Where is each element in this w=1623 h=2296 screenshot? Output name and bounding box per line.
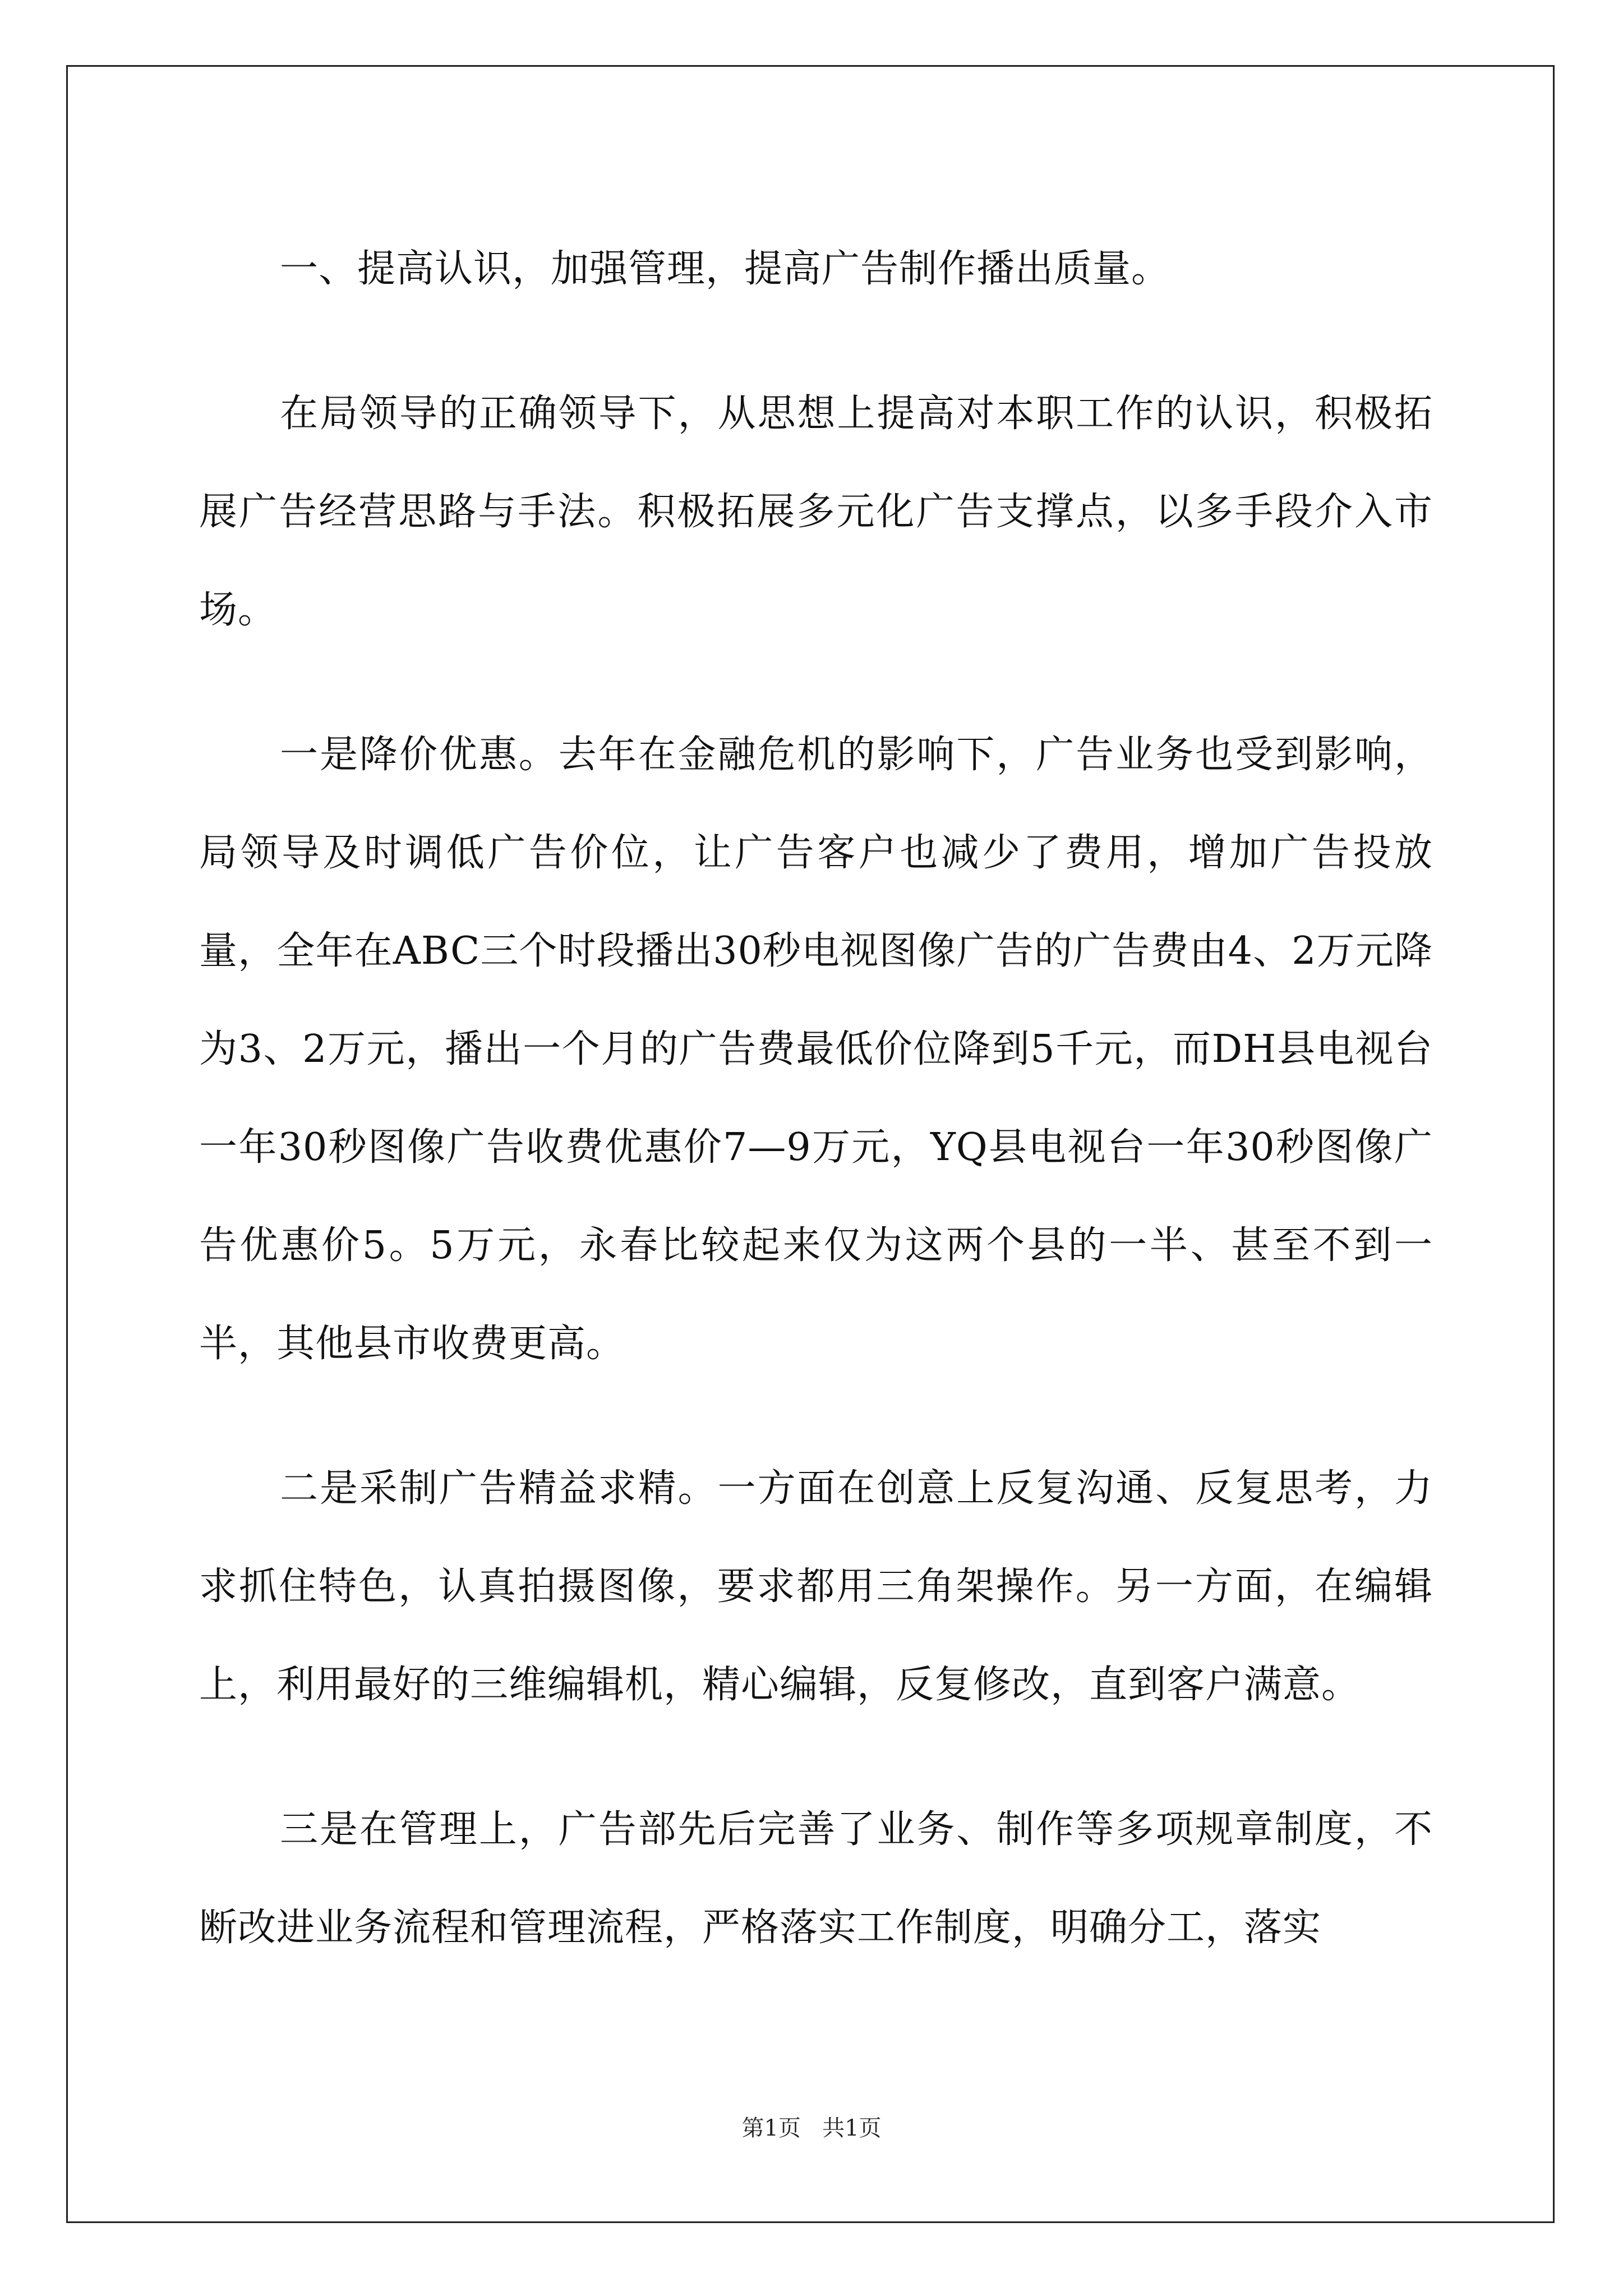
footer-spacer bbox=[801, 2115, 822, 2141]
paragraph: 在局领导的正确领导下，从思想上提高对本职工作的认识，积极拓展广告经营思路与手法。积极拓展多元化广告支撑点，以多手段介入市场。 bbox=[199, 392, 1433, 632]
page-footer bbox=[0, 2115, 1623, 2142]
paragraph: 二是采制广告精益求精。一方面在创意上反复沟通、反复思考，力求抓住特色，认真拍摄图像，要求都用三角架操作。另一方面，在编辑上，利用最好的三维编辑机，精心编辑，反复修改，直到客户满意。 bbox=[199, 1466, 1433, 1707]
document-body bbox=[199, 220, 1433, 2023]
total-pages: 共1页 bbox=[822, 2115, 882, 2141]
paragraph: 一是降价优惠。去年在金融危机的影响下，广告业务也受到影响，局领导及时调低广告价位，让广告客户也减少了费用，增加广告投放量，全年在ABC三个时段播出30秒电视图像广告的广告费由4、2万元降为3、2万元，播出一个月的广告费最低价位降到5千元，而DH县电视台一年30秒图像广告收费优惠价7—9万元，YQ县电视台一年30秒图像广告优惠价5。5万元，永春比较起来仅为这两个县的一半、甚至不到一半，其他县市收费更高。 bbox=[199, 733, 1433, 1366]
paragraph: 三是在管理上，广告部先后完善了业务、制作等多项规章制度，不断改进业务流程和管理流程，严格落实工作制度，明确分工，落实 bbox=[199, 1807, 1433, 1950]
paragraph-heading: 一、提高认识，加强管理，提高广告制作播出质量。 bbox=[280, 247, 1170, 291]
page-number: 第1页 bbox=[741, 2115, 801, 2141]
